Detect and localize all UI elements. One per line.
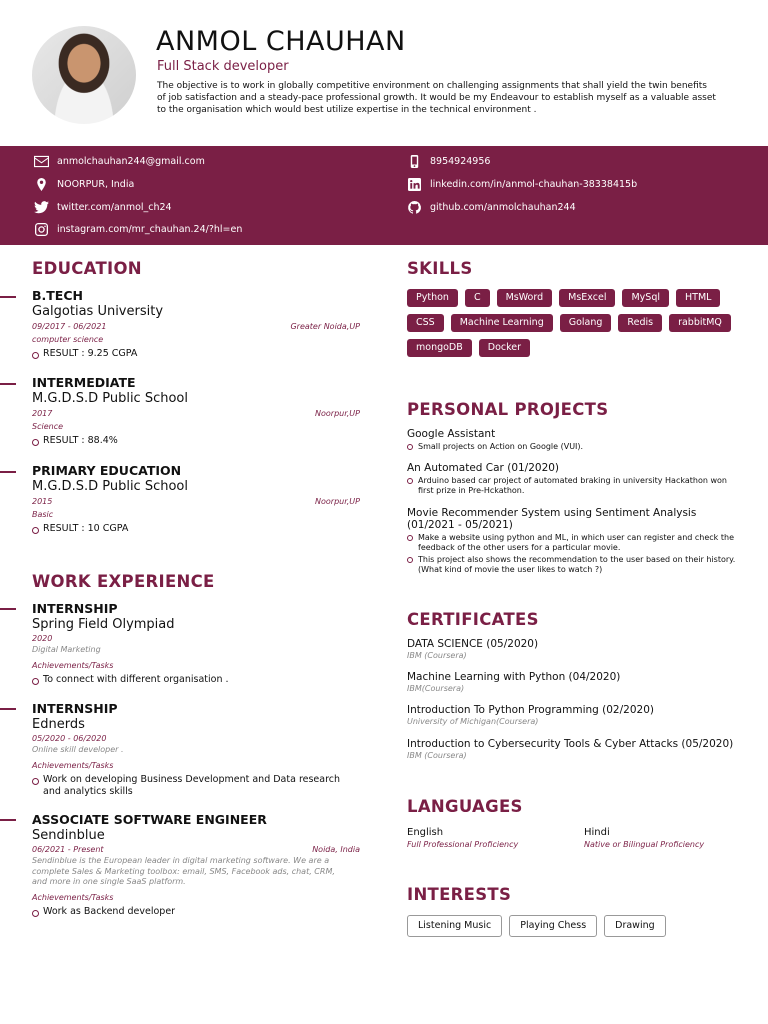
timeline-tick <box>0 296 16 298</box>
twitter-icon <box>34 201 49 214</box>
education-entry <box>32 375 360 447</box>
job-role: INTERNSHIP <box>32 701 118 716</box>
work-entry <box>32 701 360 798</box>
github-icon <box>407 201 422 214</box>
contact-instagram[interactable] <box>34 223 242 236</box>
company-name: Ednerds <box>32 717 85 732</box>
task-bullet: Work on developing Business Development and Data research and analytics skills <box>32 774 360 798</box>
contact-bar <box>0 146 768 245</box>
skill-tag: CSS <box>407 314 444 332</box>
dates: 09/2017 - 06/2021 <box>32 322 107 331</box>
task-bullet: Work as Backend developer <box>32 906 360 918</box>
skill-tag: HTML <box>676 289 720 307</box>
task-bullet: To connect with different organisation . <box>32 674 360 686</box>
school-name: Galgotias University <box>32 304 164 319</box>
project-title: Movie Recommender System using Sentiment Analysis (01/2021 - 05/2021) <box>407 507 697 531</box>
interests-heading: INTERESTS <box>407 885 512 904</box>
profile-photo <box>32 26 136 124</box>
contact-twitter[interactable] <box>34 201 172 214</box>
github-text: github.com/anmolchauhan244 <box>430 202 576 213</box>
interest-tag: Drawing <box>604 915 666 937</box>
field-of-study: computer science <box>32 335 104 344</box>
language-entry <box>407 826 518 850</box>
school-name: M.G.D.S.D Public School <box>32 479 188 494</box>
skill-tag: MsWord <box>497 289 553 307</box>
education-entry <box>32 288 360 360</box>
candidate-role: Full Stack developer <box>157 59 289 74</box>
interests-list <box>407 915 666 937</box>
work-experience-heading: WORK EXPERIENCE <box>32 572 215 591</box>
contact-linkedin[interactable] <box>407 178 637 191</box>
skill-tag: C <box>465 289 490 307</box>
location-pin-icon <box>34 178 49 191</box>
project-bullets <box>407 533 737 575</box>
dates: 2015 <box>32 497 53 506</box>
degree-title: INTERMEDIATE <box>32 375 136 390</box>
contact-phone[interactable] <box>407 155 490 168</box>
certificate-title: Introduction to Cybersecurity Tools & Cyber Attacks (05/2020) <box>407 738 734 750</box>
company-name: Sendinblue <box>32 828 105 843</box>
dates: 2020 <box>32 634 53 643</box>
tasks-label: Achievements/Tasks <box>32 760 114 770</box>
project-entry <box>407 462 737 496</box>
tasks-label: Achievements/Tasks <box>32 660 114 670</box>
dates: 05/2020 - 06/2020 <box>32 734 107 743</box>
timeline-tick <box>0 383 16 385</box>
job-description: Online skill developer . <box>32 745 124 754</box>
contact-github[interactable] <box>407 201 576 214</box>
interest-tag: Listening Music <box>407 915 502 937</box>
education-heading: EDUCATION <box>32 259 142 278</box>
certificate-title: DATA SCIENCE (05/2020) <box>407 638 539 650</box>
skill-tag: mongoDB <box>407 339 472 357</box>
location: Noorpur,UP <box>315 497 360 506</box>
certificate-issuer: IBM (Coursera) <box>407 751 467 760</box>
contact-email[interactable] <box>34 155 205 168</box>
linkedin-icon <box>407 178 422 191</box>
certificate-issuer: University of Michigan(Coursera) <box>407 717 539 726</box>
email-text: anmolchauhan244@gmail.com <box>57 156 205 167</box>
skills-list <box>407 289 747 357</box>
date-location-row <box>32 495 360 509</box>
phone-text: 8954924956 <box>430 156 491 167</box>
field-of-study: Basic <box>32 510 54 519</box>
result-bullet: RESULT : 88.4% <box>32 435 360 447</box>
dates: 06/2021 - Present <box>32 845 104 854</box>
job-role: ASSOCIATE SOFTWARE ENGINEER <box>32 812 267 827</box>
envelope-icon <box>34 155 49 168</box>
skill-tag: Redis <box>618 314 662 332</box>
timeline-tick <box>0 819 16 821</box>
certificate-title: Machine Learning with Python (04/2020) <box>407 671 621 683</box>
degree-title: B.TECH <box>32 288 83 303</box>
resume-header <box>0 0 768 146</box>
project-entry <box>407 428 737 452</box>
timeline-tick <box>0 608 16 610</box>
project-title: Google Assistant <box>407 428 496 440</box>
twitter-text: twitter.com/anmol_ch24 <box>57 202 172 213</box>
instagram-text: instagram.com/mr_chauhan.24/?hl=en <box>57 224 243 235</box>
date-location-row <box>32 407 360 421</box>
certificate-entry <box>407 638 747 661</box>
certificate-entry <box>407 671 747 694</box>
skill-tag: rabbitMQ <box>669 314 731 332</box>
job-role: INTERNSHIP <box>32 601 118 616</box>
languages-heading: LANGUAGES <box>407 797 523 816</box>
certificates-heading: CERTIFICATES <box>407 610 539 629</box>
date-location-row <box>32 844 360 856</box>
result-bullet: RESULT : 10 CGPA <box>32 523 360 535</box>
project-title: An Automated Car (01/2020) <box>407 462 560 474</box>
work-entry <box>32 812 360 918</box>
dates: 2017 <box>32 409 53 418</box>
skill-tag: Golang <box>560 314 612 332</box>
education-entry <box>32 463 360 535</box>
phone-icon <box>407 155 422 168</box>
projects-heading: PERSONAL PROJECTS <box>407 400 609 419</box>
language-name: Hindi <box>584 827 610 838</box>
instagram-icon <box>34 223 49 236</box>
school-name: M.G.D.S.D Public School <box>32 391 188 406</box>
skill-tag: MsExcel <box>559 289 615 307</box>
skills-heading: SKILLS <box>407 259 473 278</box>
timeline-tick <box>0 708 16 710</box>
project-bullet: Small projects on Action on Google (VUI). <box>407 442 737 452</box>
location: Noida, India <box>312 845 360 854</box>
certificate-entry <box>407 704 747 727</box>
location: Noorpur,UP <box>315 409 360 418</box>
linkedin-text: linkedin.com/in/anmol-chauhan-38338415b <box>430 179 638 190</box>
candidate-name: ANMOL CHAUHAN <box>156 26 406 57</box>
location: Greater Noida,UP <box>290 322 360 331</box>
language-entry <box>584 826 704 850</box>
certificate-issuer: IBM(Coursera) <box>407 684 465 693</box>
skill-tag: Machine Learning <box>451 314 553 332</box>
work-entry <box>32 601 360 686</box>
language-name: English <box>407 827 444 838</box>
project-bullet: This project also shows the recommendation to the user based on their history. (What kind of movie the user likes to watch ?) <box>407 555 737 575</box>
timeline-tick <box>0 471 16 473</box>
project-bullet: Arduino based car project of automated braking in university Hackathon won first prize in Pre-Hckathon. <box>407 476 737 496</box>
company-name: Spring Field Olympiad <box>32 617 175 632</box>
date-location-row <box>32 633 360 645</box>
contact-location <box>34 178 134 191</box>
tasks-label: Achievements/Tasks <box>32 892 114 902</box>
project-entry <box>407 507 736 575</box>
interest-tag: Playing Chess <box>509 915 597 937</box>
degree-title: PRIMARY EDUCATION <box>32 463 182 478</box>
skill-tag: Python <box>407 289 458 307</box>
certificate-issuer: IBM (Coursera) <box>407 651 467 660</box>
date-location-row <box>32 320 360 334</box>
location-text: NOORPUR, India <box>57 179 135 190</box>
project-bullet: Make a website using python and ML, in which user can register and check the feedback of the other users for a particular movie. <box>407 533 737 553</box>
certificate-title: Introduction To Python Programming (02/2020) <box>407 704 654 716</box>
language-level: Native or Bilingual Proficiency <box>584 840 705 849</box>
certificate-entry <box>407 738 747 761</box>
language-level: Full Professional Proficiency <box>407 840 519 849</box>
job-description: Digital Marketing <box>32 645 101 654</box>
result-bullet: RESULT : 9.25 CGPA <box>32 348 360 360</box>
skill-tag: Docker <box>479 339 530 357</box>
field-of-study: Science <box>32 422 64 431</box>
job-description: Sendinblue is the European leader in digital marketing software. We are a complete Sales & Marketing toolbox: email, SMS, Facebook ads, chat, CRM, and more in one single SaaS platform. <box>32 856 335 886</box>
objective-text: The objective is to work in globally competitive environment on challenging assignments that shall yield the twin benefits of job satisfaction and a steady-pace professional growth. It would be my Endeavour to establish myself as a valuable asset to the organisation which would best utilize expertise in the technical environment . <box>157 81 716 115</box>
skill-tag: MySql <box>622 289 669 307</box>
date-location-row <box>32 733 360 745</box>
